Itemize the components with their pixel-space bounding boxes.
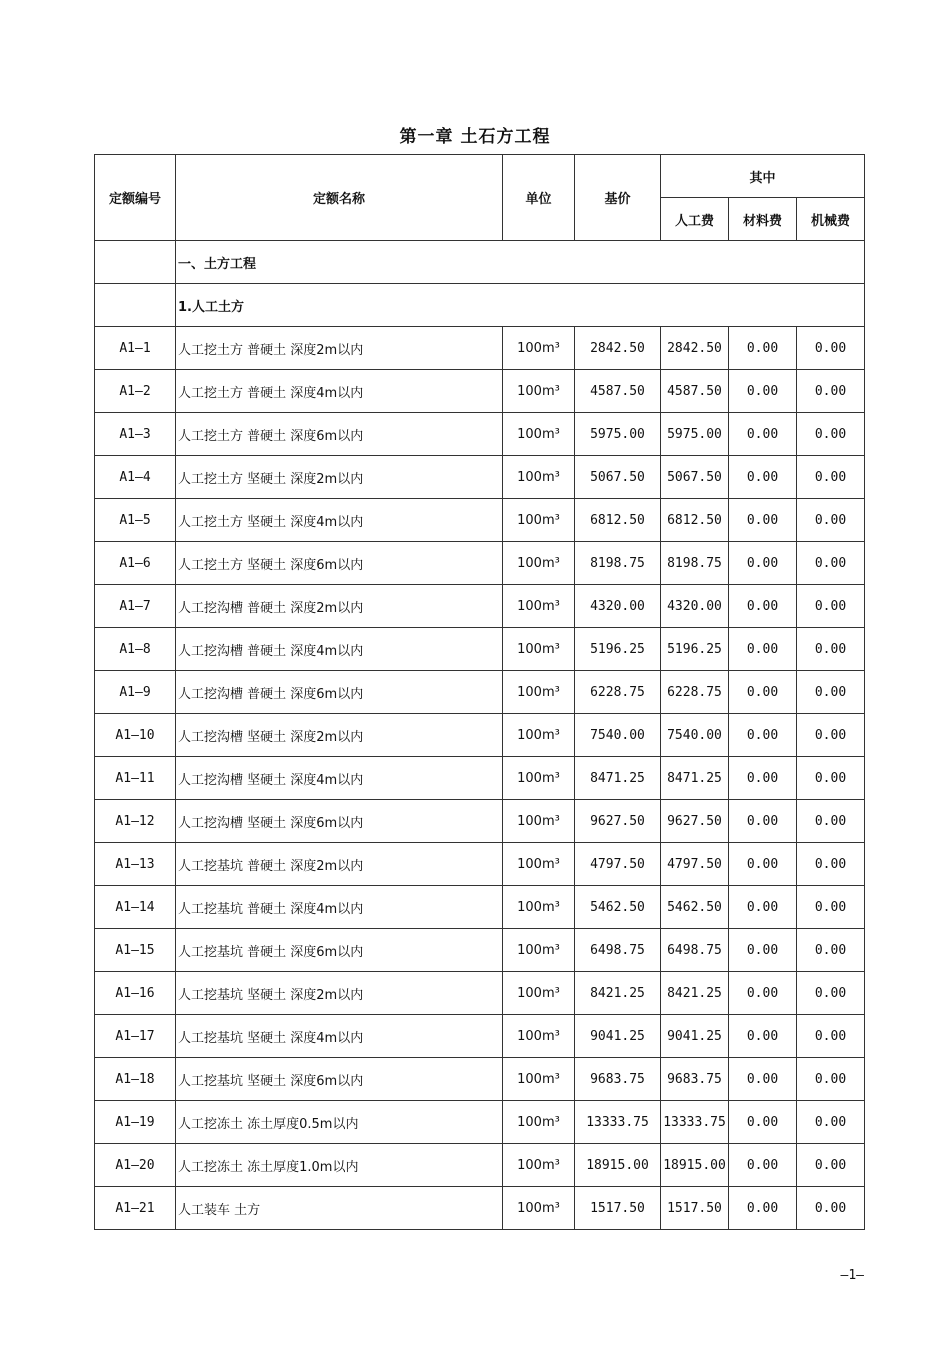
quota-machine: 0.00 — [797, 972, 865, 1015]
quota-base-price: 6228.75 — [575, 671, 661, 714]
quota-name: 人工挖沟槽 坚硬土 深度6m以内 — [176, 800, 503, 843]
quota-labor: 5975.00 — [661, 413, 729, 456]
quota-code: A1—14 — [95, 886, 176, 929]
quota-machine: 0.00 — [797, 757, 865, 800]
section-title: 一、土方工程 — [176, 241, 865, 284]
quota-labor: 9683.75 — [661, 1058, 729, 1101]
quota-machine: 0.00 — [797, 800, 865, 843]
quota-base-price: 5975.00 — [575, 413, 661, 456]
quota-name: 人工挖基坑 坚硬土 深度6m以内 — [176, 1058, 503, 1101]
quota-unit: 100m³ — [503, 1144, 575, 1187]
quota-material: 0.00 — [729, 886, 797, 929]
quota-code: A1—19 — [95, 1101, 176, 1144]
quota-labor: 9627.50 — [661, 800, 729, 843]
quota-machine: 0.00 — [797, 628, 865, 671]
quota-material: 0.00 — [729, 843, 797, 886]
header-of-which: 其中 — [661, 155, 865, 198]
quota-material: 0.00 — [729, 585, 797, 628]
table-row — [95, 757, 865, 800]
quota-code: A1—21 — [95, 1187, 176, 1230]
quota-name: 人工挖土方 普硬土 深度6m以内 — [176, 413, 503, 456]
quota-machine: 0.00 — [797, 1058, 865, 1101]
quota-name: 人工挖冻土 冻土厚度1.0m以内 — [176, 1144, 503, 1187]
quota-base-price: 5067.50 — [575, 456, 661, 499]
quota-unit: 100m³ — [503, 628, 575, 671]
table-body — [95, 241, 865, 1230]
quota-name: 人工挖基坑 坚硬土 深度4m以内 — [176, 1015, 503, 1058]
table-row — [95, 800, 865, 843]
subsection-row — [95, 284, 865, 327]
header-unit: 单位 — [503, 155, 575, 241]
quota-labor: 1517.50 — [661, 1187, 729, 1230]
quota-name: 人工挖基坑 坚硬土 深度2m以内 — [176, 972, 503, 1015]
quota-unit: 100m³ — [503, 843, 575, 886]
quota-base-price: 6498.75 — [575, 929, 661, 972]
quota-code: A1—20 — [95, 1144, 176, 1187]
quota-base-price: 4587.50 — [575, 370, 661, 413]
table-row — [95, 843, 865, 886]
quota-unit: 100m³ — [503, 499, 575, 542]
quota-labor: 8198.75 — [661, 542, 729, 585]
quota-machine: 0.00 — [797, 843, 865, 886]
quota-code: A1—8 — [95, 628, 176, 671]
table-row — [95, 671, 865, 714]
quota-unit: 100m³ — [503, 757, 575, 800]
section-row — [95, 241, 865, 284]
header-machine: 机械费 — [797, 198, 865, 241]
quota-name: 人工装车 土方 — [176, 1187, 503, 1230]
quota-material: 0.00 — [729, 1058, 797, 1101]
quota-unit: 100m³ — [503, 1101, 575, 1144]
page-number: —1— — [840, 1268, 864, 1283]
quota-machine: 0.00 — [797, 714, 865, 757]
table-row — [95, 1015, 865, 1058]
quota-name: 人工挖基坑 普硬土 深度2m以内 — [176, 843, 503, 886]
quota-labor: 5462.50 — [661, 886, 729, 929]
quota-name: 人工挖沟槽 普硬土 深度2m以内 — [176, 585, 503, 628]
quota-name: 人工挖基坑 普硬土 深度4m以内 — [176, 886, 503, 929]
table-row — [95, 585, 865, 628]
table-row — [95, 456, 865, 499]
quota-base-price: 18915.00 — [575, 1144, 661, 1187]
quota-unit: 100m³ — [503, 671, 575, 714]
table-row — [95, 370, 865, 413]
quota-material: 0.00 — [729, 413, 797, 456]
quota-material: 0.00 — [729, 370, 797, 413]
header-code: 定额编号 — [95, 155, 176, 241]
table-row — [95, 886, 865, 929]
quota-code: A1—15 — [95, 929, 176, 972]
quota-material: 0.00 — [729, 327, 797, 370]
table-row — [95, 972, 865, 1015]
quota-base-price: 4797.50 — [575, 843, 661, 886]
quota-base-price: 6812.50 — [575, 499, 661, 542]
quota-labor: 8421.25 — [661, 972, 729, 1015]
quota-code: A1—13 — [95, 843, 176, 886]
page-title: 第一章 土石方工程 — [399, 127, 551, 147]
quota-base-price: 13333.75 — [575, 1101, 661, 1144]
quota-labor: 2842.50 — [661, 327, 729, 370]
quota-name: 人工挖沟槽 普硬土 深度6m以内 — [176, 671, 503, 714]
table-row — [95, 542, 865, 585]
subsection-title: 1.人工土方 — [176, 284, 865, 327]
quota-name: 人工挖土方 坚硬土 深度4m以内 — [176, 499, 503, 542]
table-row — [95, 327, 865, 370]
section-code-cell — [95, 241, 176, 284]
quota-machine: 0.00 — [797, 1187, 865, 1230]
quota-machine: 0.00 — [797, 542, 865, 585]
header-base-price: 基价 — [575, 155, 661, 241]
quota-machine: 0.00 — [797, 370, 865, 413]
table-row — [95, 499, 865, 542]
quota-unit: 100m³ — [503, 972, 575, 1015]
quota-material: 0.00 — [729, 800, 797, 843]
quota-material: 0.00 — [729, 1015, 797, 1058]
quota-labor: 13333.75 — [661, 1101, 729, 1144]
quota-name: 人工挖沟槽 普硬土 深度4m以内 — [176, 628, 503, 671]
quota-base-price: 8421.25 — [575, 972, 661, 1015]
quota-unit: 100m³ — [503, 929, 575, 972]
quota-material: 0.00 — [729, 929, 797, 972]
quota-machine: 0.00 — [797, 1015, 865, 1058]
quota-labor: 18915.00 — [661, 1144, 729, 1187]
quota-labor: 5067.50 — [661, 456, 729, 499]
table-row — [95, 1187, 865, 1230]
quota-machine: 0.00 — [797, 886, 865, 929]
quota-unit: 100m³ — [503, 542, 575, 585]
quota-base-price: 5462.50 — [575, 886, 661, 929]
quota-labor: 6812.50 — [661, 499, 729, 542]
quota-material: 0.00 — [729, 542, 797, 585]
quota-labor: 4320.00 — [661, 585, 729, 628]
quota-base-price: 4320.00 — [575, 585, 661, 628]
quota-code: A1—9 — [95, 671, 176, 714]
table-row — [95, 1101, 865, 1144]
quota-material: 0.00 — [729, 1187, 797, 1230]
quota-base-price: 8471.25 — [575, 757, 661, 800]
quota-code: A1—6 — [95, 542, 176, 585]
subsection-code-cell — [95, 284, 176, 327]
quota-code: A1—10 — [95, 714, 176, 757]
quota-unit: 100m³ — [503, 370, 575, 413]
quota-name: 人工挖沟槽 坚硬土 深度2m以内 — [176, 714, 503, 757]
quota-material: 0.00 — [729, 1144, 797, 1187]
quota-machine: 0.00 — [797, 929, 865, 972]
quota-code: A1—7 — [95, 585, 176, 628]
quota-code: A1—18 — [95, 1058, 176, 1101]
quota-labor: 9041.25 — [661, 1015, 729, 1058]
quota-code: A1—17 — [95, 1015, 176, 1058]
quota-base-price: 9627.50 — [575, 800, 661, 843]
quota-labor: 7540.00 — [661, 714, 729, 757]
header-material: 材料费 — [729, 198, 797, 241]
quota-material: 0.00 — [729, 757, 797, 800]
quota-labor: 6498.75 — [661, 929, 729, 972]
quota-name: 人工挖沟槽 坚硬土 深度4m以内 — [176, 757, 503, 800]
quota-machine: 0.00 — [797, 327, 865, 370]
quota-code: A1—3 — [95, 413, 176, 456]
quota-machine: 0.00 — [797, 585, 865, 628]
quota-code: A1—12 — [95, 800, 176, 843]
quota-base-price: 9683.75 — [575, 1058, 661, 1101]
quota-material: 0.00 — [729, 1101, 797, 1144]
quota-unit: 100m³ — [503, 456, 575, 499]
table-row — [95, 1144, 865, 1187]
quota-name: 人工挖基坑 普硬土 深度6m以内 — [176, 929, 503, 972]
header-name: 定额名称 — [176, 155, 503, 241]
quota-unit: 100m³ — [503, 413, 575, 456]
quota-machine: 0.00 — [797, 1144, 865, 1187]
quota-code: A1—1 — [95, 327, 176, 370]
quota-code: A1—2 — [95, 370, 176, 413]
quota-name: 人工挖冻土 冻土厚度0.5m以内 — [176, 1101, 503, 1144]
quota-base-price: 8198.75 — [575, 542, 661, 585]
quota-machine: 0.00 — [797, 413, 865, 456]
quota-material: 0.00 — [729, 499, 797, 542]
table-row — [95, 1058, 865, 1101]
quota-material: 0.00 — [729, 628, 797, 671]
table-row — [95, 413, 865, 456]
header-labor: 人工费 — [661, 198, 729, 241]
quota-unit: 100m³ — [503, 800, 575, 843]
quota-unit: 100m³ — [503, 327, 575, 370]
table-row — [95, 628, 865, 671]
quota-unit: 100m³ — [503, 1015, 575, 1058]
table-row — [95, 714, 865, 757]
quota-material: 0.00 — [729, 714, 797, 757]
quota-code: A1—5 — [95, 499, 176, 542]
quota-machine: 0.00 — [797, 671, 865, 714]
quota-labor: 4797.50 — [661, 843, 729, 886]
quota-name: 人工挖土方 普硬土 深度2m以内 — [176, 327, 503, 370]
quota-code: A1—11 — [95, 757, 176, 800]
quota-code: A1—4 — [95, 456, 176, 499]
quota-table — [94, 154, 865, 1230]
quota-unit: 100m³ — [503, 585, 575, 628]
quota-base-price: 2842.50 — [575, 327, 661, 370]
quota-machine: 0.00 — [797, 499, 865, 542]
quota-name: 人工挖土方 坚硬土 深度6m以内 — [176, 542, 503, 585]
quota-name: 人工挖土方 普硬土 深度4m以内 — [176, 370, 503, 413]
quota-code: A1—16 — [95, 972, 176, 1015]
quota-labor: 4587.50 — [661, 370, 729, 413]
quota-labor: 6228.75 — [661, 671, 729, 714]
quota-name: 人工挖土方 坚硬土 深度2m以内 — [176, 456, 503, 499]
quota-unit: 100m³ — [503, 1058, 575, 1101]
quota-unit: 100m³ — [503, 714, 575, 757]
quota-base-price: 5196.25 — [575, 628, 661, 671]
quota-material: 0.00 — [729, 671, 797, 714]
quota-labor: 5196.25 — [661, 628, 729, 671]
quota-unit: 100m³ — [503, 886, 575, 929]
quota-material: 0.00 — [729, 972, 797, 1015]
quota-base-price: 9041.25 — [575, 1015, 661, 1058]
quota-material: 0.00 — [729, 456, 797, 499]
quota-labor: 8471.25 — [661, 757, 729, 800]
quota-machine: 0.00 — [797, 1101, 865, 1144]
quota-base-price: 7540.00 — [575, 714, 661, 757]
quota-machine: 0.00 — [797, 456, 865, 499]
quota-base-price: 1517.50 — [575, 1187, 661, 1230]
quota-unit: 100m³ — [503, 1187, 575, 1230]
table-row — [95, 929, 865, 972]
